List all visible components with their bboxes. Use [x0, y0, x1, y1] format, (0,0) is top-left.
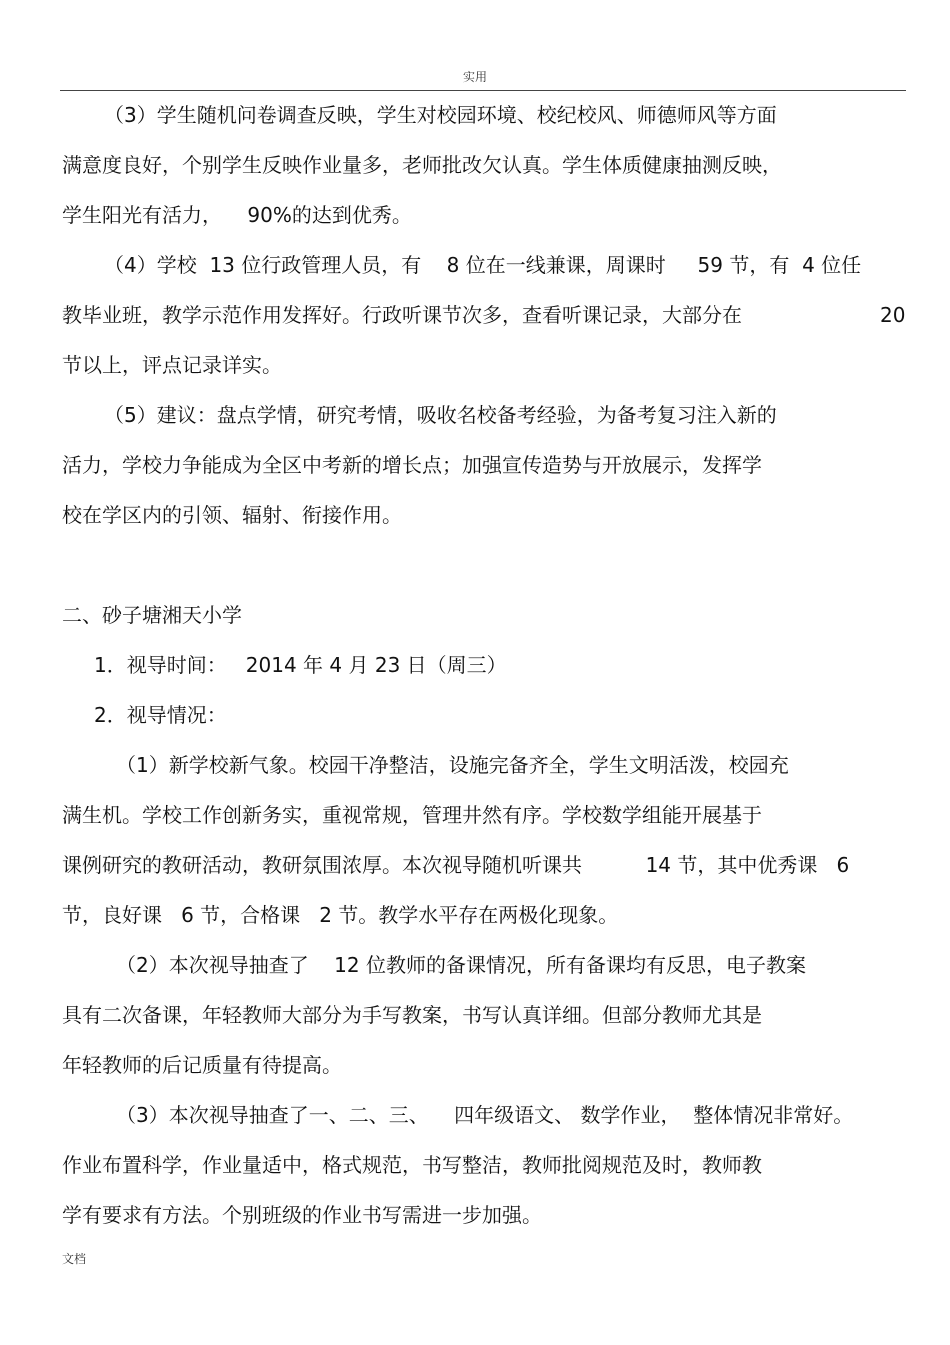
text-line: 校在学区内的引领、辐射、衔接作用。: [62, 503, 402, 527]
text-line: 学生阳光有活力， 90%的达到优秀。: [62, 203, 412, 227]
running-header: 实用: [462, 70, 487, 84]
text-line: （5）建议：盘点学情，研究考情，吸收名校备考经验，为备考复习注入新的: [104, 403, 777, 427]
text-line: 作业布置科学，作业量适中，格式规范，书写整洁，教师批阅规范及时，教师教: [62, 1153, 762, 1177]
text-line: 教毕业班，教学示范作用发挥好。行政听课节次多，查看听课记录，大部分在: [62, 303, 742, 327]
text-line: （1）新学校新气象。校园干净整洁，设施完备齐全，学生文明活泼，校园充: [116, 753, 789, 777]
text-line: 活力，学校力争能成为全区中考新的增长点；加强宣传造势与开放展示，发挥学: [62, 453, 762, 477]
text-line: 课例研究的教研活动，教研氛围浓厚。本次视导随机听课共 14 节，其中优秀课 6: [62, 853, 850, 877]
text-line: 节，良好课 6 节，合格课 2 节。教学水平存在两极化现象。: [62, 903, 619, 927]
text-line: 学有要求有方法。个别班级的作业书写需进一步加强。: [62, 1203, 542, 1227]
text-line: 2．视导情况：: [94, 703, 227, 727]
text-line: 满意度良好，个别学生反映作业量多，老师批改欠认真。学生体质健康抽测反映，: [62, 153, 782, 177]
text-line: （4）学校 13 位行政管理人员，有 8 位在一线兼课，周课时 59 节，有 4 位任: [104, 253, 862, 277]
text-line: 满生机。学校工作创新务实，重视常规，管理井然有序。学校数学组能开展基于: [62, 803, 762, 827]
text-line: （3）学生随机问卷调查反映，学生对校园环境、校纪校风、师德师风等方面: [104, 103, 777, 127]
footer-label: 文档: [62, 1252, 87, 1266]
text-line: （2）本次视导抽查了 12 位教师的备课情况，所有备课均有反思，电子教案: [116, 953, 806, 977]
text-line: 年轻教师的后记质量有待提高。: [62, 1053, 342, 1077]
text-line: 节以上，评点记录详实。: [62, 353, 282, 377]
text-line: 20: [880, 303, 906, 327]
section-heading: 二、砂子塘湘天小学: [62, 603, 242, 627]
text-line: 具有二次备课，年轻教师大部分为手写教案，书写认真详细。但部分教师尤其是: [62, 1003, 762, 1027]
text-line: （3）本次视导抽查了一、二、三、 四年级语文、 数学作业， 整体情况非常好。: [116, 1103, 854, 1127]
header-rule: [60, 90, 906, 91]
text-line: 1．视导时间： 2014 年 4 月 23 日（周三）: [94, 653, 507, 677]
